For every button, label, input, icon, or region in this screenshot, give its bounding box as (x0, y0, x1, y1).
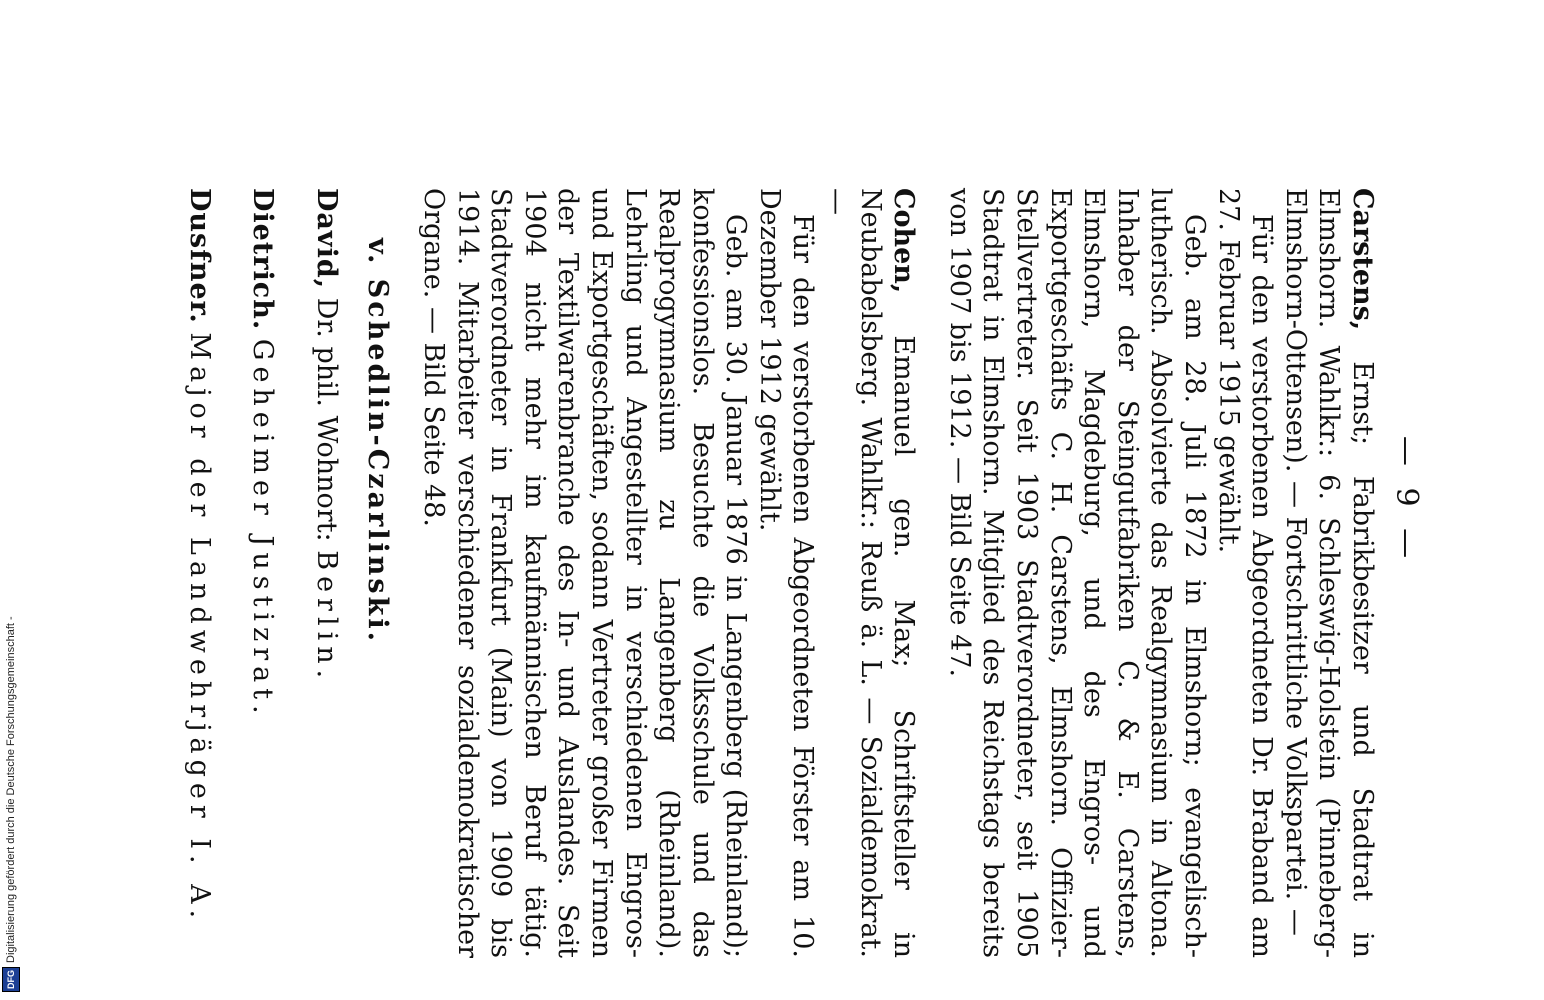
entry-name: Carstens, (1347, 188, 1378, 331)
list-item: Dietrich. Geheimer Justizrat. (247, 188, 279, 720)
cross-reference-list (182, 188, 343, 958)
list-item: Dusfner. Major der Landwehrjäger I. A. (183, 188, 215, 925)
entry-election: Für den verstorbenen Abgeordneten Dr. Braband am 27. Februar 1915 gewählt. (1212, 188, 1278, 958)
entry-carstens (942, 188, 1379, 958)
entry-cohen (416, 188, 920, 958)
digitization-credit (2, 0, 26, 992)
entry-biography: Geb. am 30. Januar 1876 in Langenberg (Rheinland); konfessionslos. Besuchte die Volksschule und das Realprogymnasium zu Langenberg (Rheinland). Lehrling und Angestellter in verschiedenen Engros- und Exportgeschäften, sodann Vertreter großer Firmen der Textilwarenbranche des In- und Auslandes. Seit 1904 nicht mehr im kaufmännischen Beruf tätig. Stadtverordneter in Frankfurt (Main) von 1909 bis 1914. Mitarbeiter verschiedener sozialdemokratischer Organe. — Bild Seite 48. (417, 188, 752, 958)
credit-text: Digitalisierung gefördert durch die Deutsche Forschungsgemeinschaft - (5, 616, 17, 963)
entry-election: Für den verstorbenen Abgeordneten Förster am 10. Dezember 1912 gewählt. (753, 188, 819, 958)
list-item: David, Dr. phil. Wohnort: Berlin. (310, 188, 342, 685)
page-body (152, 188, 1379, 958)
dfg-logo: DFG (2, 967, 20, 992)
page-number: — 9 — (1389, 435, 1424, 565)
cross-reference-heading: v. Schedlin-Czarlinski. (362, 238, 394, 644)
entry-summary: Emanuel gen. Max; Schriftsteller in Neubabelsberg. Wahlkr.: Reuß ä. L. — Sozialdemokrat. — (821, 188, 920, 958)
entry-summary: Ernst; Fabrikbesitzer und Stadtrat in Elmshorn. Wahlkr.: 6. Schleswig-Holstein (Pinneberg-Elmshorn-Ottensen). — Fortschrittliche Volkspartei. — (1279, 188, 1378, 958)
entry-biography: Geb. am 28. Juli 1872 in Elmshorn; evangelisch-lutherisch. Absolvierte das Realgymnasium in Altona. Inhaber der Steingutfabriken C. & E. Carstens, Elmshorn, Magdeburg, und des Engros- und Exportgeschäfts C. H. Carstens, Elmshorn. Offizier-Stellvertreter. Seit 1903 Stadtverordneter, seit 1905 Stadtrat in Elmshorn. Mitglied des Reichstags bereits von 1907 bis 1912. — Bild Seite 47. (943, 188, 1211, 958)
entry-name: Cohen, (888, 188, 920, 294)
